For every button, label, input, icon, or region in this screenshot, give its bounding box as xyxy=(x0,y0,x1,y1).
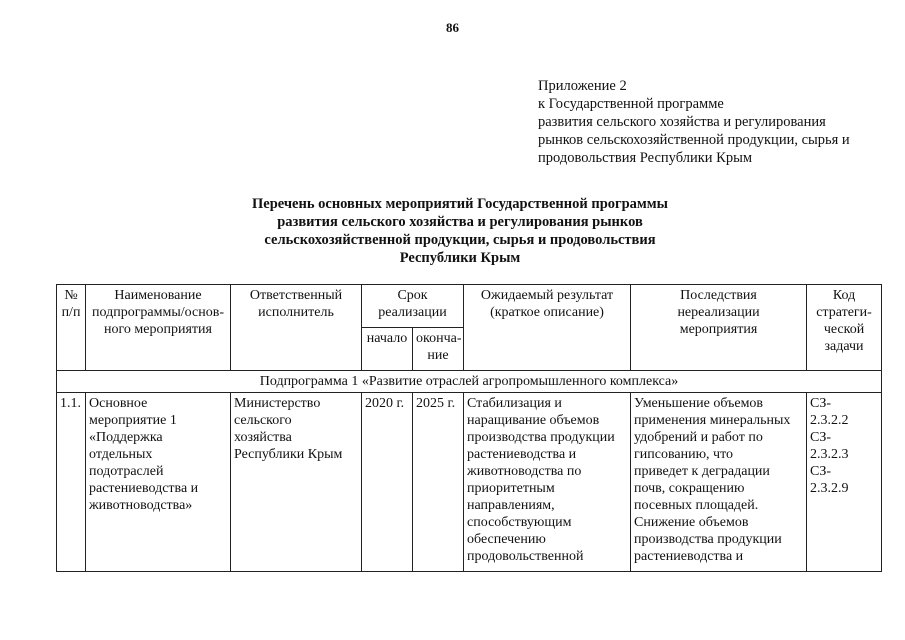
cell-end: 2025 г. xyxy=(413,393,464,572)
subprogram-title: Подпрограмма 1 «Развитие отраслей агропромышленного комплекса» xyxy=(57,371,882,393)
header-name: Наименование подпрограммы/основ- ного мероприятия xyxy=(86,285,231,371)
appendix-line: Приложение 2 xyxy=(538,78,627,94)
appendix-line: рынков сельскохозяйственной продукции, сырья и xyxy=(538,132,850,148)
title-line: Перечень основных мероприятий Государственной программы xyxy=(252,196,668,212)
cell-num: 1.1. xyxy=(57,393,86,572)
table-row xyxy=(57,393,882,572)
header-code: Код стратеги- ческой задачи xyxy=(807,285,882,371)
subprogram-row xyxy=(57,371,882,393)
cell-start: 2020 г. xyxy=(362,393,413,572)
document-title xyxy=(150,195,770,267)
measures-table xyxy=(56,284,882,572)
title-line: Республики Крым xyxy=(399,250,521,266)
title-line: развития сельского хозяйства и регулирования рынков xyxy=(277,214,643,230)
header-executor: Ответственный исполнитель xyxy=(231,285,362,371)
appendix-line: к Государственной программе xyxy=(538,96,724,112)
table-header-row xyxy=(57,285,882,328)
header-term: Срок реализации xyxy=(362,285,464,328)
header-start: начало xyxy=(362,328,413,371)
cell-codes: СЗ- 2.3.2.2 СЗ- 2.3.2.3 СЗ- 2.3.2.9 xyxy=(807,393,882,572)
header-num: № п/п xyxy=(57,285,86,371)
header-consequences: Последствия нереализации мероприятия xyxy=(631,285,807,371)
appendix-line: развития сельского хозяйства и регулирования xyxy=(538,114,826,130)
appendix-line: продовольствия Республики Крым xyxy=(538,150,753,166)
header-result: Ожидаемый результат (краткое описание) xyxy=(464,285,631,371)
cell-result: Стабилизация и наращивание объемов производства продукции растениеводства и животноводства по приоритетным направлениям, способствующим обеспечению продовольственной xyxy=(464,393,631,572)
appendix-note xyxy=(538,77,893,167)
cell-executor: Министерство сельского хозяйства Республики Крым xyxy=(231,393,362,572)
title-line: сельскохозяйственной продукции, сырья и продовольствия xyxy=(264,232,656,248)
header-end: оконча- ние xyxy=(413,328,464,371)
page-number: 86 xyxy=(446,20,459,35)
cell-consequences: Уменьшение объемов применения минеральных удобрений и работ по гипсованию, что приведет к деградации почв, сокращению посевных площадей. Снижение объемов производства продукции растениеводства и xyxy=(631,393,807,572)
cell-name: Основное мероприятие 1 «Поддержка отдельных подотраслей растениеводства и животноводства» xyxy=(86,393,231,572)
